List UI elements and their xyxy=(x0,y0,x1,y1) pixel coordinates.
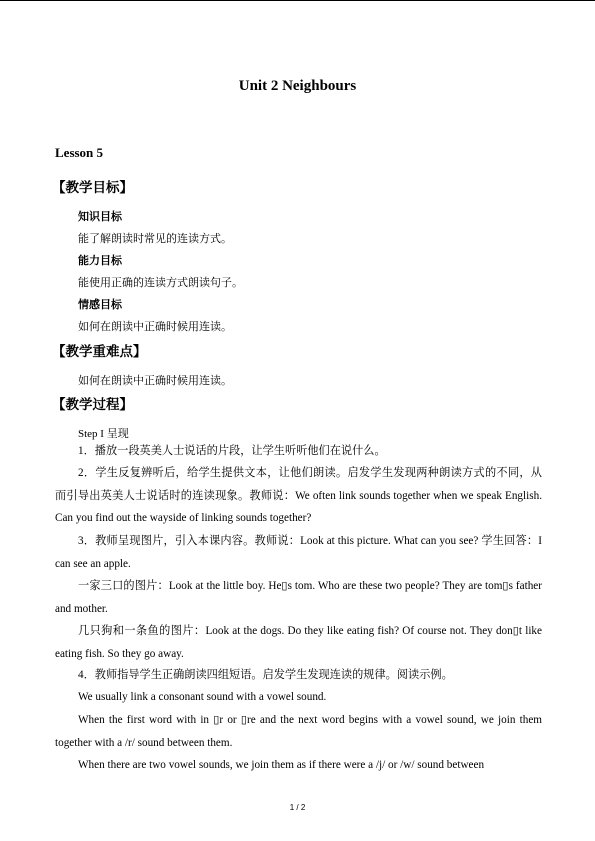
process-paragraph: 1．播放一段英美人士说话的片段，让学生听听他们在说什么。 xyxy=(78,445,386,457)
key-points-text: 如何在朗读中正确时候用连读。 xyxy=(78,374,232,387)
objective-label-emotion: 情感目标 xyxy=(78,298,122,311)
section-heading-objectives: 【教学目标】 xyxy=(52,180,133,196)
process-paragraph: 2．学生反复辨听后，给学生提供文本，让他们朗读。启发学生发现两种朗读方式的不同，从而引导出英美人士说话时的连读现象。教师说：We often link sounds together when we speak English. Can you find out the wayside of linking sounds together? xyxy=(55,467,542,524)
lesson-label: Lesson 5 xyxy=(55,145,104,160)
process-paragraph: 几只狗和一条鱼的图片：Look at the dogs. Do they like eating fish? Of course not. They don▯t like eating fish. So they go away. xyxy=(55,625,542,660)
objective-text-emotion: 如何在朗读中正确时候用连读。 xyxy=(78,320,232,333)
process-paragraph: 4．教师指导学生正确朗读四组短语。启发学生发现连读的规律。阅读示例。 xyxy=(78,669,453,681)
section-heading-key-points: 【教学重难点】 xyxy=(52,344,147,360)
process-paragraph: 3．教师呈现图片，引入本课内容。教师说：Look at this picture. What can you see? 学生回答：I can see an apple. xyxy=(55,535,542,570)
objective-text-ability: 能使用正确的连读方式朗读句子。 xyxy=(78,276,243,289)
process-paragraph: 一家三口的图片：Look at the little boy. He▯s tom. Who are these two people? They are tom▯s father and mother. xyxy=(55,580,542,615)
step-label: Step I 呈现 xyxy=(78,428,129,440)
objective-text-knowledge: 能了解朗读时常见的连读方式。 xyxy=(78,232,232,245)
document-title: Unit 2 Neighbours xyxy=(238,78,357,94)
page-number: 1 / 2 xyxy=(289,803,306,812)
objective-label-ability: 能力目标 xyxy=(78,254,122,267)
top-rule xyxy=(0,0,595,1)
objective-label-knowledge: 知识目标 xyxy=(78,210,122,223)
process-paragraph: When there are two vowel sounds, we join them as if there were a /j/ or /w/ sound between xyxy=(78,759,485,771)
section-heading-process: 【教学过程】 xyxy=(52,397,133,413)
process-paragraph: We usually link a consonant sound with a vowel sound. xyxy=(78,691,327,703)
process-paragraph: When the first word with in ▯r or ▯re and the next word begins with a vowel sound, we join them together with a /r/ sound between them. xyxy=(55,714,542,749)
